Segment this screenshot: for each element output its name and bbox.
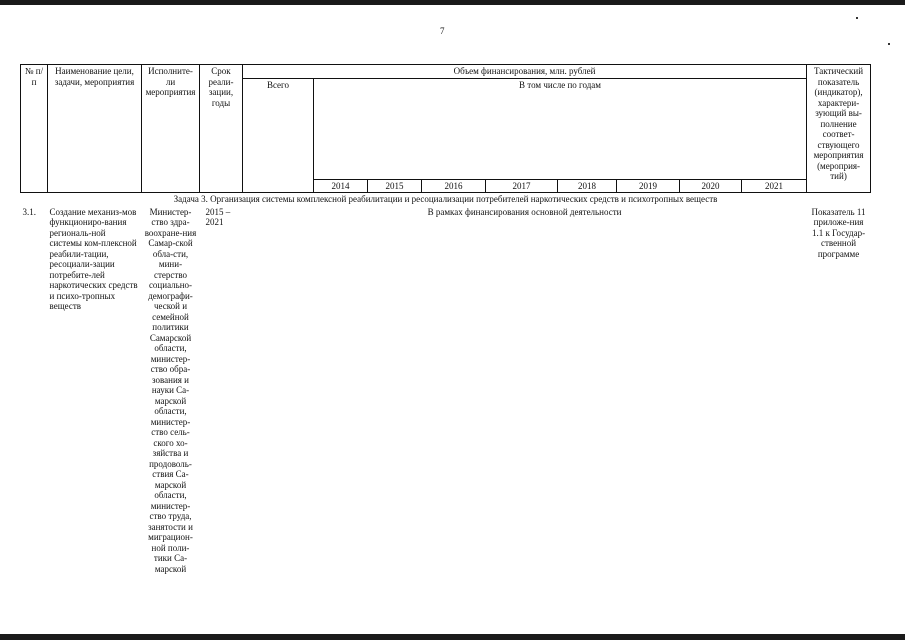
header-term: Срок реали-зации, годы — [200, 65, 243, 193]
top-border-bar — [0, 0, 905, 5]
header-name: Наименование цели, задачи, мероприятия — [48, 65, 142, 193]
header-row-1 — [21, 65, 871, 79]
header-year: 2021 — [742, 179, 807, 193]
row-num: 3.1. — [22, 206, 36, 217]
task-title: Задача 3. Организация системы комплексной реабилитации и ресоциализации потребителей наркотических средств и психотропных веществ — [173, 194, 718, 204]
header-by-years: В том числе по годам — [314, 78, 807, 179]
scan-speck — [888, 43, 890, 45]
bottom-border-bar — [0, 634, 905, 640]
header-executor: Исполните-ли мероприятия — [142, 65, 200, 193]
page-number: 7 — [440, 26, 445, 36]
header-year: 2017 — [486, 179, 558, 193]
row-executor: Министер-ство здра-воохране-ния Самар-ской обла-сти, мини-стерство социально-демографи-ческой и семейной политики Самарской области, министер-ство обра-зования и науки Са-марской области, министер-ство сель-ского хо-зяйства и продоволь-ствия Са-марской области, министер-ство труда, занятости и миграцион-ной поли-тики Са-марской — [144, 206, 197, 574]
header-year: 2020 — [680, 179, 742, 193]
row-funding: В рамках финансирования основной деятельности — [427, 206, 622, 217]
scan-speck — [856, 17, 858, 19]
row-indicator: Показатель 11 приложе-ния 1.1 к Государ-ственной программе — [811, 206, 866, 259]
header-year: 2016 — [422, 179, 486, 193]
header-funding: Объем финансирования, млн. рублей — [243, 65, 807, 79]
header-year: 2018 — [558, 179, 617, 193]
row-term: 2015 – 2021 — [205, 206, 231, 227]
task-row — [21, 193, 871, 206]
header-total: Всего — [243, 78, 314, 193]
header-indicator: Тактический показатель (индикатор), характери-зующий вы-полнение соответ-ствующего мероприятия (мероприя-тий) — [807, 65, 871, 193]
header-year: 2015 — [368, 179, 422, 193]
header-year: 2019 — [617, 179, 680, 193]
row-name: Создание механиз-мов функциониро-вания региональ-ной системы ком-плексной реабили-тации, ресоциали-зации потребите-лей наркотических средств и психо-тропных веществ — [49, 206, 138, 311]
table-row — [21, 206, 871, 576]
header-year: 2014 — [314, 179, 368, 193]
header-num: № п/п — [21, 65, 48, 193]
program-table — [20, 64, 871, 575]
